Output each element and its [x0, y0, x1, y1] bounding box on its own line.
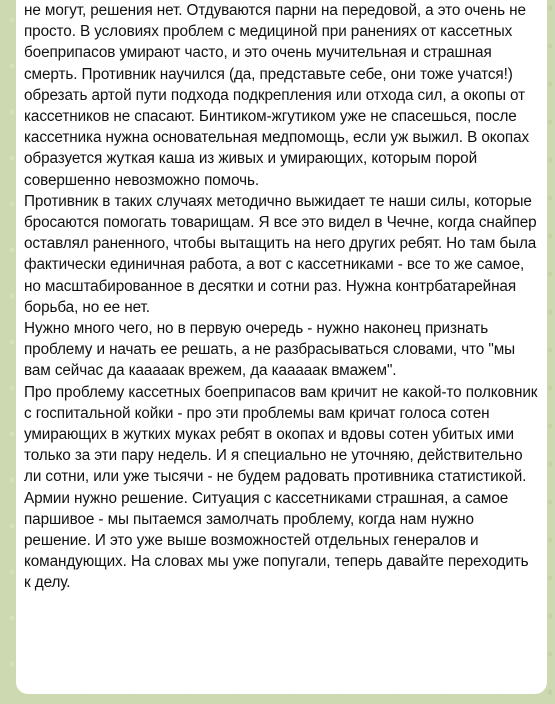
message-bubble[interactable]: [16, 0, 547, 694]
message-paragraph-2: Противник в таких случаях методично выжидает те наши силы, которые бросаются помогать товарищам. Я все это видел в Чечне, когда снайпер оставлял раненного, чтобы вытащить на него других ребят. Но там была фактически единичная работа, а вот с кассетниками - все то же самое, но масштабированное в десятки и сотни раз. Нужна контрбатарейная борьба, но ее нет.: [24, 192, 537, 316]
message-text: [24, 0, 539, 594]
message-paragraph-3: Нужно много чего, но в первую очередь - нужно наконец признать проблему и начать ее решать, а не разбрасываться словами, что "мы вам сейчас да кааааак врежем, да кааааак вмажем".: [24, 320, 515, 380]
message-paragraph-4: Про проблему кассетных боеприпасов вам кричит не какой-то полковник с госпитальной койки - про эти проблемы вам кричат голоса сотен умирающих в жутких муках ребят в окопах и вдовы сотен убитых ими только за эти пару недель. И я специально не уточняю, действительно ли сотни, или уже тысячи - не будем радовать противника статистикой.: [24, 383, 538, 486]
message-paragraph-5: Армии нужно решение. Ситуация с кассетниками страшная, а самое паршивое - мы пытаемся замолчать проблему, когда нам нужно решение. И это уже выше возможностей отдельных генералов и командующих. На словах мы уже попугали, теперь давайте переходить к делу.: [24, 489, 529, 592]
message-paragraph-1: не могут, решения нет. Отдуваются парни на передовой, а это очень не просто. В условиях проблем с медициной при ранениях от кассетных боеприпасов умирают часто, и это очень мучительная и страшная смерть. Противник научился (да, представьте себе, они тоже учатся!) обрезать артой пути подхода подкрепления или отхода сил, а окопы от кассетников не спасают. Бинтиком-жгутиком уже не спасешься, после кассетника нужна основательная медпомощь, если уж выжил. В окопах образуется жуткая каша из живых и умирающих, которым порой совершенно невозможно помочь.: [24, 2, 530, 189]
